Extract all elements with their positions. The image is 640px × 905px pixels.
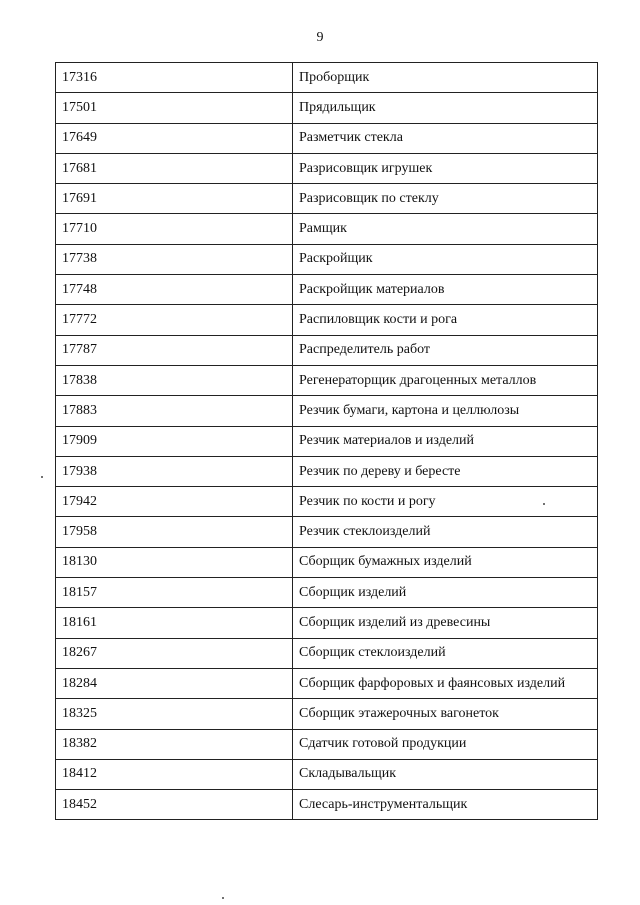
profession-code-cell: 17681: [56, 153, 293, 183]
table-row: [56, 699, 598, 729]
profession-code-cell: 18284: [56, 668, 293, 698]
profession-name-cell: Слесарь-инструментальщик: [293, 790, 598, 820]
profession-code-cell: 17787: [56, 335, 293, 365]
profession-code-cell: 18452: [56, 790, 293, 820]
table-row: [56, 335, 598, 365]
table-row: [56, 487, 598, 517]
table-row: [56, 638, 598, 668]
profession-name-cell: Рамщик: [293, 214, 598, 244]
profession-name-cell: Сборщик фарфоровых и фаянсовых изделий: [293, 668, 598, 698]
profession-name-cell: Распиловщик кости и рога: [293, 305, 598, 335]
profession-code-cell: 17691: [56, 184, 293, 214]
table-row: [56, 153, 598, 183]
profession-name-cell: Регенераторщик драгоценных металлов: [293, 365, 598, 395]
table-row: [56, 547, 598, 577]
scan-speck: [543, 503, 545, 505]
table-row: [56, 517, 598, 547]
profession-name-cell: Разрисовщик игрушек: [293, 153, 598, 183]
profession-name-cell: Раскройщик материалов: [293, 275, 598, 305]
profession-code-cell: 17710: [56, 214, 293, 244]
profession-name-cell: Разметчик стекла: [293, 123, 598, 153]
table-row: [56, 275, 598, 305]
table-row: [56, 184, 598, 214]
profession-code-cell: 17958: [56, 517, 293, 547]
profession-code-cell: 17838: [56, 365, 293, 395]
table-row: [56, 214, 598, 244]
profession-name-cell: Складывальщик: [293, 759, 598, 789]
table-row: [56, 426, 598, 456]
profession-name-cell: Сборщик изделий из древесины: [293, 608, 598, 638]
profession-name-cell: Сборщик этажерочных вагонеток: [293, 699, 598, 729]
table-row: [56, 63, 598, 93]
profession-code-cell: 17748: [56, 275, 293, 305]
profession-name-cell: Сдатчик готовой продукции: [293, 729, 598, 759]
scan-speck: [222, 897, 224, 899]
table-row: [56, 365, 598, 395]
profession-code-cell: 17738: [56, 244, 293, 274]
profession-name-cell: Разрисовщик по стеклу: [293, 184, 598, 214]
page-number: 9: [316, 30, 324, 45]
profession-code-cell: 17772: [56, 305, 293, 335]
profession-code-cell: 17316: [56, 63, 293, 93]
profession-name-cell: Резчик по дереву и бересте: [293, 456, 598, 486]
profession-name-cell: Сборщик изделий: [293, 578, 598, 608]
profession-codes-table: [55, 62, 598, 820]
profession-code-cell: 18161: [56, 608, 293, 638]
table-body: [56, 63, 598, 820]
profession-code-cell: 17938: [56, 456, 293, 486]
table-row: [56, 456, 598, 486]
table-row: [56, 305, 598, 335]
profession-code-cell: 18325: [56, 699, 293, 729]
profession-code-cell: 18267: [56, 638, 293, 668]
profession-name-cell: Резчик по кости и рогу: [293, 487, 598, 517]
profession-code-cell: 17501: [56, 93, 293, 123]
profession-code-cell: 17649: [56, 123, 293, 153]
profession-name-cell: Распределитель работ: [293, 335, 598, 365]
profession-name-cell: Сборщик бумажных изделий: [293, 547, 598, 577]
table-row: [56, 93, 598, 123]
profession-name-cell: Проборщик: [293, 63, 598, 93]
table-row: [56, 244, 598, 274]
profession-name-cell: Прядильщик: [293, 93, 598, 123]
profession-name-cell: Резчик материалов и изделий: [293, 426, 598, 456]
profession-code-cell: 18412: [56, 759, 293, 789]
profession-name-cell: Резчик стеклоизделий: [293, 517, 598, 547]
table-row: [56, 123, 598, 153]
profession-name-cell: Сборщик стеклоизделий: [293, 638, 598, 668]
scan-speck: [41, 476, 43, 478]
profession-code-cell: 17942: [56, 487, 293, 517]
table-row: [56, 759, 598, 789]
profession-code-cell: 18130: [56, 547, 293, 577]
table-row: [56, 729, 598, 759]
profession-name-cell: Резчик бумаги, картона и целлюлозы: [293, 396, 598, 426]
table-row: [56, 608, 598, 638]
profession-code-cell: 18157: [56, 578, 293, 608]
profession-code-cell: 17883: [56, 396, 293, 426]
profession-name-cell: Раскройщик: [293, 244, 598, 274]
profession-code-cell: 17909: [56, 426, 293, 456]
table-row: [56, 790, 598, 820]
table-row: [56, 396, 598, 426]
profession-code-cell: 18382: [56, 729, 293, 759]
table-row: [56, 578, 598, 608]
table-row: [56, 668, 598, 698]
